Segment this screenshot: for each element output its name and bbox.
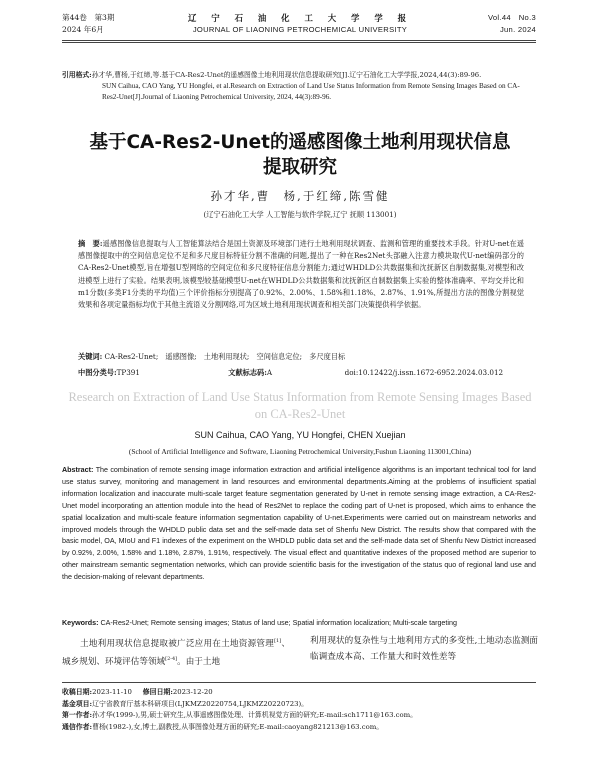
header-rule-bottom	[62, 42, 536, 43]
keywords-en-label: Keywords:	[62, 619, 99, 627]
title-cn-line2: 提取研究	[262, 157, 337, 178]
first-author-text: 孙才华(1999-),男,硕士研究生,从事遥感图像处理、计算机视觉方面的研究;E-mail:sch1711@163.com。	[92, 711, 418, 720]
received-label: 收稿日期:	[62, 688, 93, 696]
page-title-en: Research on Extraction of Land Use Status Information from Remote Sensing Images Based on CA-Res2-Unet	[68, 390, 532, 421]
citation-block	[62, 70, 536, 103]
journal-name-en: JOURNAL OF LIAONING PETROCHEMICAL UNIVERSITY	[192, 25, 408, 34]
journal-name-cn: 辽 宁 石 油 化 工 大 学 学 报	[188, 13, 412, 23]
body-column-right: 利用现状的复杂性与土地利用方式的多变性,土地动态监测面临调查成本高、工作量大和时效性差等	[310, 636, 538, 662]
clc-label: 中图分类号:	[78, 368, 117, 377]
keywords-cn	[78, 351, 524, 363]
keywords-en	[62, 617, 536, 629]
doi-value: 10.12422/j.issn.1672-6952.2024.03.012	[358, 368, 504, 377]
page-title-cn	[62, 130, 538, 180]
revised-date: 2023-12-20	[172, 688, 213, 696]
doc-code-value: A	[266, 368, 273, 377]
citation-cn: 孙才华,曹杨,于红缔,等.基于CA-Res2-Unet的遥感图像土地利用现状信息提取研究[J].辽宁石油化工大学学报,2024,44(3):89-96.	[91, 71, 482, 79]
revised-label: 修回日期:	[142, 688, 173, 696]
abstract-cn	[78, 238, 524, 311]
keywords-cn-label: 关键词:	[78, 352, 103, 361]
ref-1[interactable]: [1]	[274, 638, 282, 644]
body-column-left	[62, 634, 290, 671]
doi-label: doi:	[344, 368, 359, 377]
citation-label: 引用格式:	[62, 71, 92, 79]
keywords-en-items: CA-Res2-Unet; Remote sensing images; Status of land use; Spatial information localization; Multi-scale targeting	[100, 619, 457, 627]
title-cn-line1: 基于CA-Res2-Unet的遥感图像土地利用现状信息	[89, 132, 511, 153]
date-cn: 2024 年6月	[62, 25, 104, 34]
keywords-cn-items: CA-Res2-Unet; 遥感图像; 土地利用现状; 空间信息定位; 多尺度目标	[104, 352, 346, 361]
fund-label: 基金项目:	[62, 699, 93, 708]
received-date: 2023-11-10	[92, 688, 132, 696]
clc-value: TP391	[116, 368, 140, 377]
body-left-text-3: 。由于土地	[177, 657, 221, 668]
header-right	[488, 12, 536, 36]
header-rule-top	[62, 40, 536, 41]
abstract-en-label: Abstract:	[62, 466, 94, 474]
body-left-text-2: 、城乡规划、环境评估等领域	[62, 638, 290, 668]
affiliation-en: (School of Artificial Intelligence and Software, Liaoning Petrochemical University,Fushun Liaoning 113001,China)	[128, 447, 472, 456]
authors-cn: 孙才华,曹 杨,于红缔,陈雪健	[210, 189, 390, 203]
volume-issue-cn: 第44卷 第3期	[62, 13, 115, 22]
authors-en: SUN Caihua, CAO Yang, YU Hongfei, CHEN Xuejian	[194, 430, 406, 440]
abstract-cn-label: 摘 要:	[78, 239, 103, 248]
volume-issue-en: Vol.44 No.3	[487, 13, 536, 22]
footnotes	[62, 682, 536, 733]
citation-en: SUN Caihua, CAO Yang, YU Hongfei, et al.Research on Extraction of Land Use Status Information from Remote Sensing Images Based on CA-Res2-Unet[J].Journal of Liaoning Petrochemical University, 2024, 44(3):89-96.	[102, 82, 520, 101]
first-author-label: 第一作者:	[62, 711, 93, 720]
corresponding-author-label: 通信作者:	[62, 722, 93, 731]
ref-2-4[interactable]: [2-4]	[165, 656, 178, 663]
fund-text: 辽宁省教育厅基本科研项目(LJKMZ20220754,LJKMZ20220723)。	[92, 699, 309, 708]
abstract-cn-text: 遥感图像信息提取与人工智能算法结合是国土资源及环境部门进行土地利用现状调查、监测和管理的重要技术手段。针对U-net在遥感图像提取中的空间信息定位不足和多尺度目标特征分割不准确的问题,提出了一种在Res2Net头部融入注意力模块取代U-net编码部分的CA-Res2-Unet模型,旨在增强U型网络的空间定位和多尺度特征信息分割能力;通过WHDLD公共数据集和沈抚新区自制数据集,对模型和改进模型上进行了实验。结果表明,该模型较基础模型U-net在WHDLD公共数据集和沈抚新区自制数据集上实验的整体准确率、平均交并比和m1分数(多类F1分类的平均值)三个评价指标分别提高了0.92%、2.00%、1.58%和1.18%、2.87%、1.91%,所提出方法的图像分割视觉效果和各项定量指标均优于其他主流语义分割网络,可为区域土地利用现状调查和相关部门决策提供科学依据。	[78, 239, 525, 310]
body-left-text-1: 土地利用现状信息提取被广泛应用在土地资源管理	[80, 638, 275, 649]
abstract-en-text: The combination of remote sensing image information extraction and artificial intelligence algorithms is an important technical tool for land use status survey, monitoring and management in land resources and environmental departments.Aiming at the problems of insufficient spatial information localization and inaccurate multi-scale target feature segmentation generated by U-net in remote sensing image extraction, a CA-Res2-Unet model incorporating an attention module into the head of Res2Net to replace the coding part of U-net is proposed, which aims to enhance the spatial localization and multi-scale feature information segmentation capability of U-net.Experiments were carried out on mainstream networks and improved models through the WHDLD public data set and the self-made data set of Shenfu New District. The results show that compared with the basic model, OA, MIoU and F1 indexes of the experiment on the WHDLD public data set and the self-made data set of Shenfu New District increased by 0.92%, 2.00%, 1.58% and 1.18%, 2.87%, 1.91%, respectively. The visual effect and quantitative indexes of the proposed method are superior to other mainstream semantic segmentation networks, which can provide scientific basis for the investigation of the status quo of regional land use and the decision-making of relevant departments.	[62, 466, 537, 582]
classification-line	[78, 367, 524, 379]
doc-code-label: 文献标志码:	[228, 368, 267, 377]
corresponding-author-text: 曹杨(1982-),女,博士,副教授,从事图像处理方面的研究;E-mail:caoyang821213@163.com。	[92, 722, 384, 731]
abstract-en	[62, 465, 536, 584]
affiliation-cn: (辽宁石油化工大学 人工智能与软件学院,辽宁 抚顺 113001)	[203, 210, 397, 219]
date-en: Jun. 2024	[499, 25, 536, 34]
